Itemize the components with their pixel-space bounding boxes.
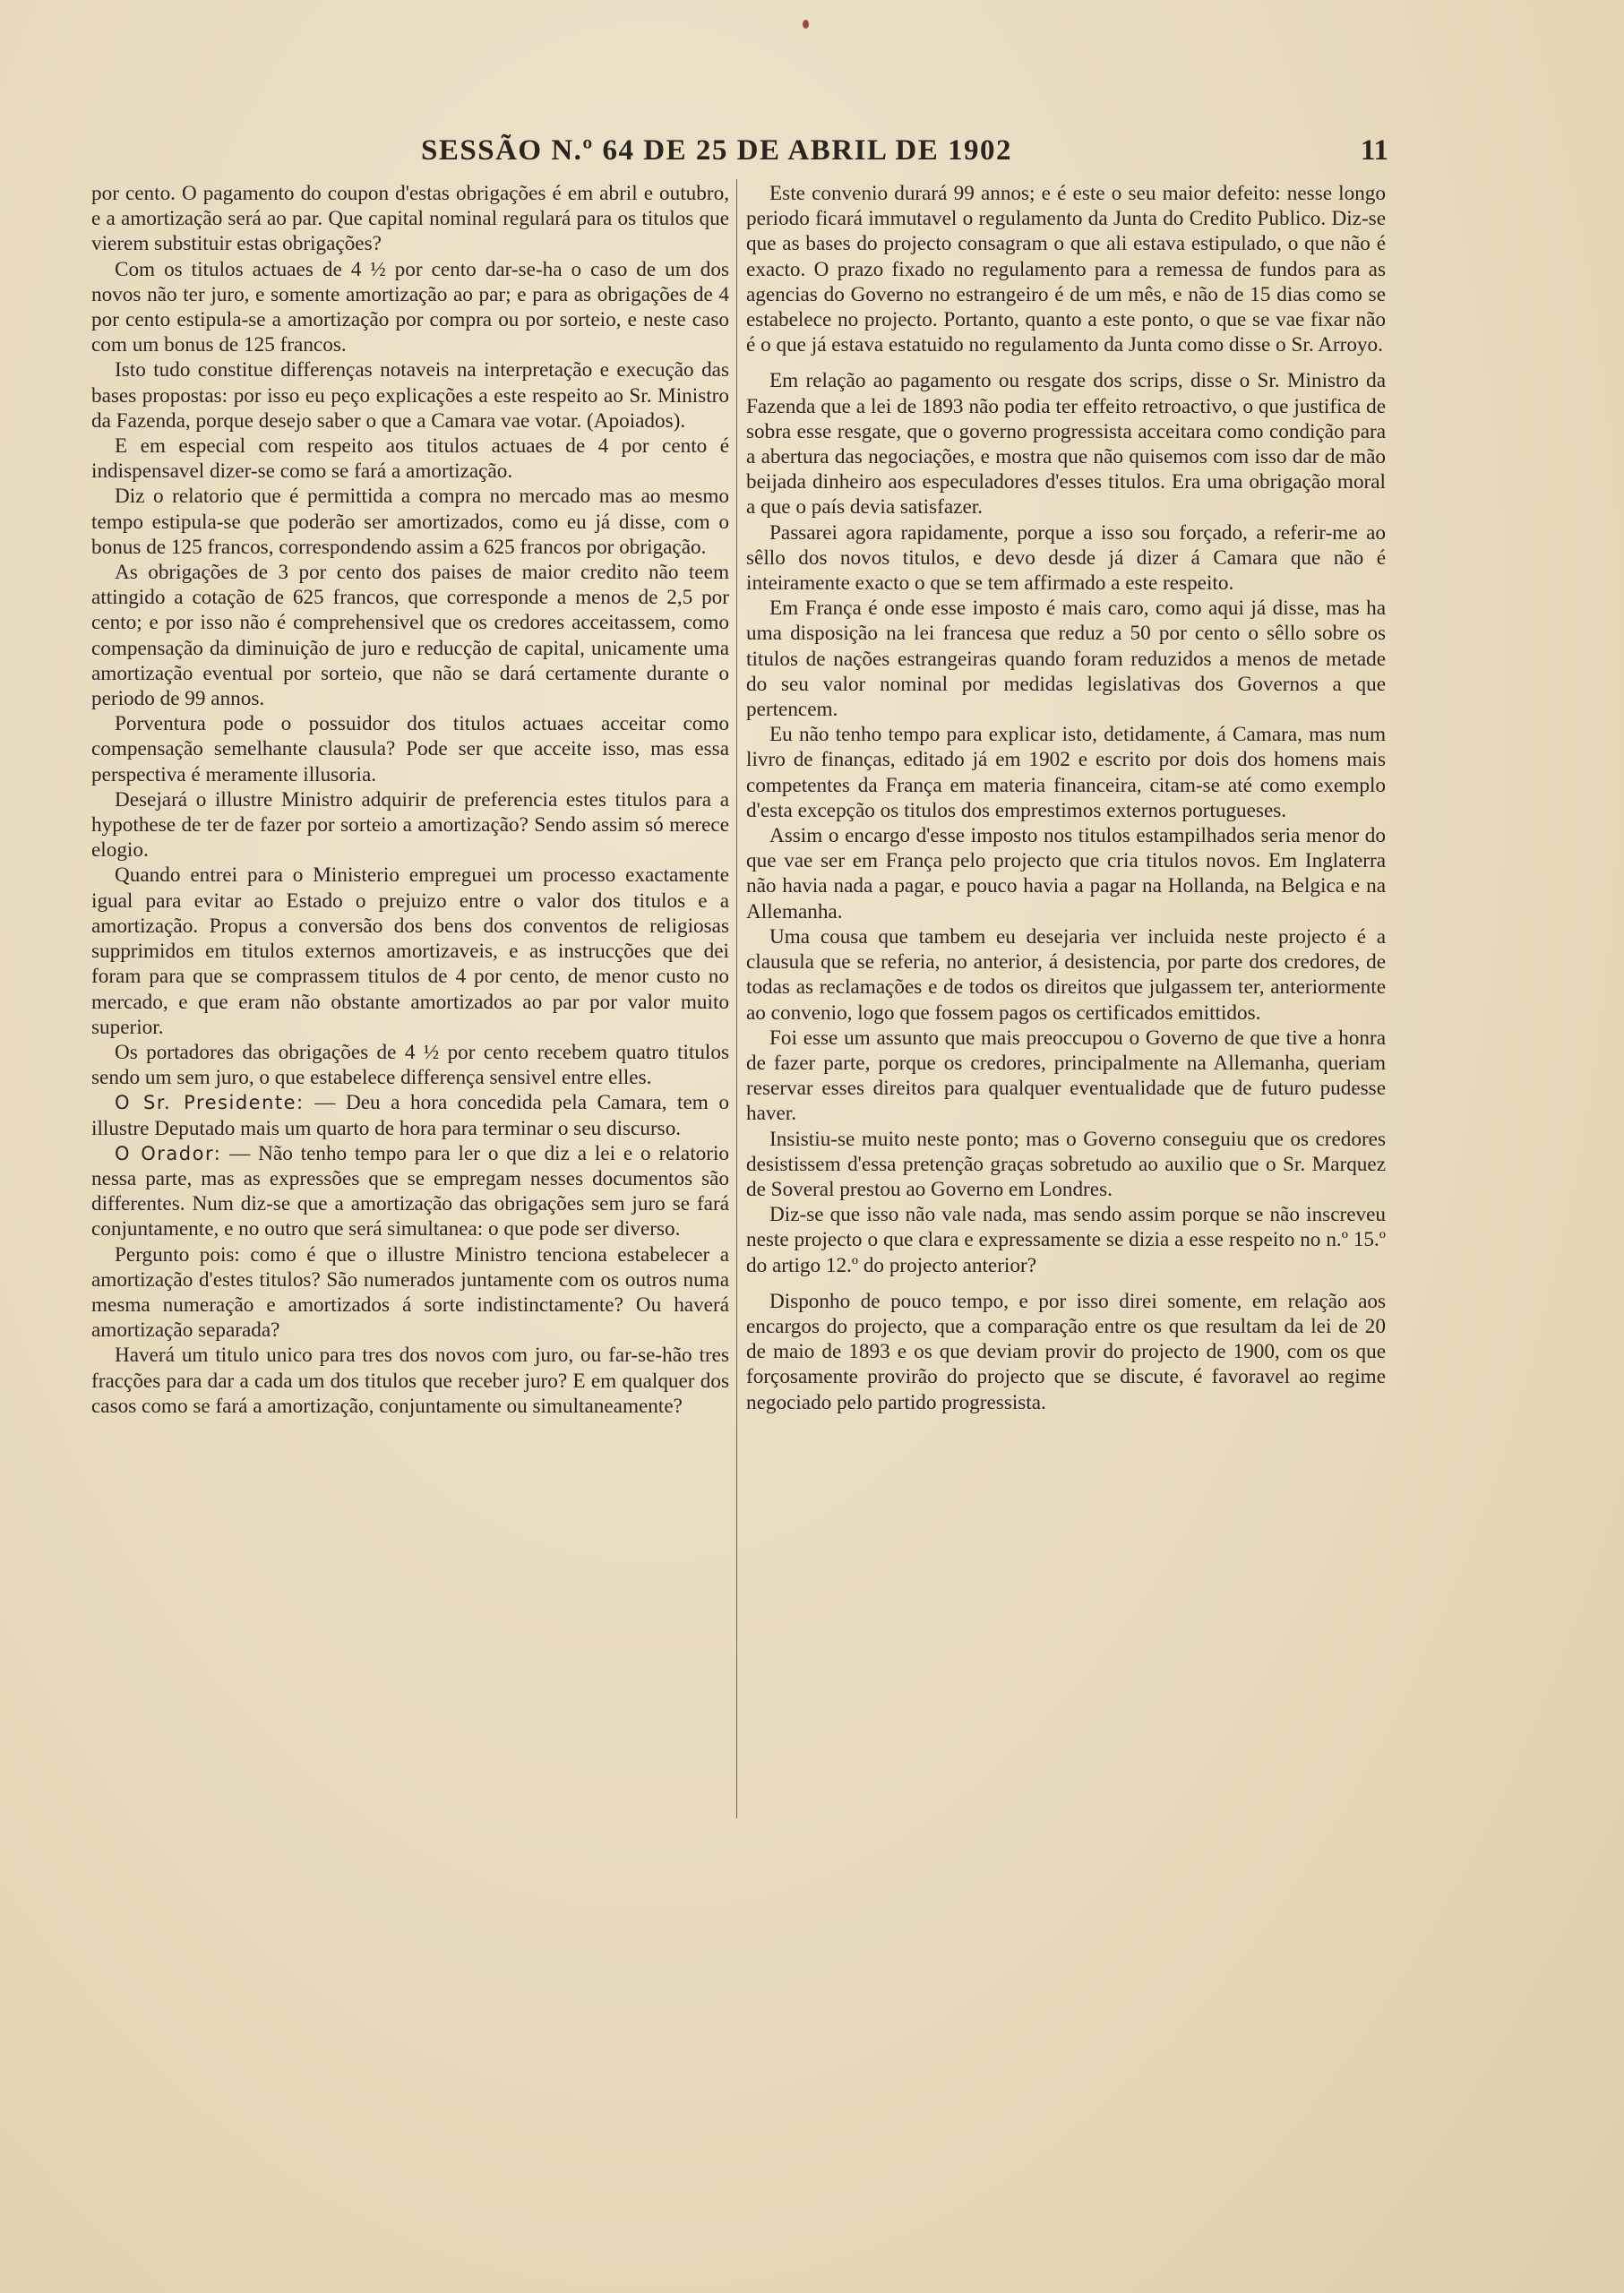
paragraph: As obrigações de 3 por cento dos paises de maior credito não teem attingido a cotação de 625 francos, que corresponde a menos de 2,5 por cento; e por isso não é comprehensivel que os credores acceitassem, como compensação da diminuição de juro e reducção de capital, unicamente uma amortização eventual por sorteio, que não se dará certamente durante o periodo de 99 annos. <box>91 561 729 711</box>
left-column <box>91 181 729 1419</box>
paragraph: Pergunto pois: como é que o illustre Ministro tenciona estabelecer a amortização d'estes titulos? São numerados juntamente com os outros numa mesma numeração e amortizados á sorte indistinctamente? Ou haverá amortização separada? <box>91 1242 729 1343</box>
right-column <box>746 181 1386 1415</box>
paragraph: Disponho de pouco tempo, e por isso direi somente, em relação aos encargos do projecto, que a comparação entre os que resultam da lei de 20 de maio de 1893 e os que deviam provir do projecto de 1900, com os que forçosamente provirão do projecto que se discute, é favoravel ao regime negociado pelo partido progressista. <box>746 1289 1386 1414</box>
speaker-label: O Orador: <box>115 1142 222 1164</box>
paragraph <box>91 1090 729 1140</box>
ink-spot <box>803 20 809 29</box>
paragraph: Porventura pode o possuidor dos titulos actuaes acceitar como compensação semelhante clausula? Pode ser que acceite isso, mas essa perspectiva é meramente illusoria. <box>91 712 729 786</box>
paragraph: Eu não tenho tempo para explicar isto, detidamente, á Camara, mas num livro de finanças, editado já em 1902 e escrito por dois dos homens mais competentes da França em materia financeira, citam-se até como exemplo d'esta excepção os titulos dos emprestimos externos portugueses. <box>746 723 1386 822</box>
paragraph: Insistiu-se muito neste ponto; mas o Governo conseguiu que os credores desistissem d'essa pretenção graças sobretudo ao auxilio que o Sr. Marquez de Soveral prestou ao Governo em Londres. <box>746 1127 1386 1201</box>
paragraph: Passarei agora rapidamente, porque a isso sou forçado, a referir-me ao sêllo dos novos titulos, e devo desde já dizer á Camara que não é inteiramente exacto o que se tem affirmado a este respeito. <box>746 520 1386 596</box>
paragraph: Quando entrei para o Ministerio empreguei um processo exactamente igual para evitar ao Estado o prejuizo entre o valor dos titulos e a amortização. Propus a conversão dos bens dos conventos de religiosas supprimidos em titulos externos amortizaveis, e as instrucções que dei foram para que se comprassem titulos de 4 por cento, de menor custo no mercado, e que eram não obstante amortizados ao par por valor muito superior. <box>91 863 729 1039</box>
paragraph: Uma cousa que tambem eu desejaria ver incluida neste projecto é a clausula que se referia, no anterior, á desistencia, por parte dos credores, de todas as reclamações e de todos os direitos que julgassem ter, anteriormente ao convenio, logo que fossem pagos os certificados emittidos. <box>746 924 1386 1025</box>
paragraph: Com os titulos actuaes de 4 ½ por cento dar-se-ha o caso de um dos novos não ter juro, e somente amortização ao par; e para as obrigações de 4 por cento estipula-se a amortização por compra ou por sorteio, e neste caso com um bonus de 125 francos. <box>91 257 729 357</box>
paragraph: Diz-se que isso não vale nada, mas sendo assim porque se não inscreveu neste projecto o que clara e expressamente se dizia a esse respeito no n.º 15.º do artigo 12.º do projecto anterior? <box>746 1203 1386 1277</box>
paragraph: Este convenio durará 99 annos; e é este o seu maior defeito: nesse longo periodo ficará immutavel o regulamento da Junta do Credito Publico. Diz-se que as bases do projecto consagram o que ali estava estipulado, o que não é exacto. O prazo fixado no regulamento para a remessa de fundos para as agencias do Governo no estrangeiro é de um mês, e não de 15 dias como se estabelece no projecto. Portanto, quanto a este ponto, o que se vae fixar não é o que já estava estatuido no regulamento da Junta como disse o Sr. Arroyo. <box>746 182 1386 357</box>
column-divider <box>736 179 737 1818</box>
speaker-label: O Sr. Presidente: <box>115 1092 305 1114</box>
paragraph: Isto tudo constitue differenças notaveis na interpretação e execução das bases propostas: por isso eu peço explicações a este respeito ao Sr. Ministro da Fazenda, porque desejo saber o que a Camara vae votar. (Apoiados). <box>91 358 729 433</box>
paragraph: Em relação ao pagamento ou resgate dos scrips, disse o Sr. Ministro da Fazenda que a lei de 1893 não podia ter effeito retroactivo, o que justifica de sobra esse resgate, que o governo progressista acceitara como condição para a abertura das negociações, e mostra que não quisemos com isso dar de mão beijada dinheiro aos especuladores d'esses titulos. Era uma obrigação moral a que o país devia satisfazer. <box>746 369 1386 520</box>
paragraph: Os portadores das obrigações de 4 ½ por cento recebem quatro titulos sendo um sem juro, o que estabelece differença sensivel entre elles. <box>91 1040 729 1090</box>
page-number: 11 <box>1360 134 1388 167</box>
paragraph: Assim o encargo d'esse imposto nos titulos estampilhados seria menor do que vae ser em França pelo projecto que cria titulos novos. Em Inglaterra não havia nada a pagar, e pouco havia a pagar na Hollanda, na Belgica e na Allemanha. <box>746 824 1386 923</box>
paragraph <box>91 1141 729 1242</box>
page-header <box>421 134 1388 170</box>
speech-text: — Deu a hora concedida pela Camara, tem o illustre Deputado mais um quarto de hora para terminar o seu discurso. <box>91 1091 729 1140</box>
paragraph: Foi esse um assunto que mais preoccupou o Governo de que tive a honra de fazer parte, porque os credores, principalmente na Allemanha, queriam reservar esses direitos para qualquer eventualidade que de futuro pudesse haver. <box>746 1026 1386 1126</box>
paragraph: E em especial com respeito aos titulos actuaes de 4 por cento é indispensavel dizer-se como se fará a amortização. <box>91 434 729 484</box>
paragraph: Haverá um titulo unico para tres dos novos com juro, ou far-se-hão tres fracções para dar a cada um dos titulos que receber juro? E em qualquer dos casos como se fará a amortização, conjuntamente ou simultaneamente? <box>91 1344 729 1418</box>
paragraph: Em França é onde esse imposto é mais caro, como aqui já disse, mas ha uma disposição na lei francesa que reduz a 50 por cento o sêllo sobre os titulos de nações estrangeiras quando foram reduzidos a menos de metade do seu valor nominal por medidas legislativas dos Governos a que pertencem. <box>746 597 1386 722</box>
paragraph: por cento. O pagamento do coupon d'estas obrigações é em abril e outubro, e a amortização será ao par. Que capital nominal regulará para os titulos que vierem substituir estas obrigações? <box>91 182 729 256</box>
paragraph: Diz o relatorio que é permittida a compra no mercado mas ao mesmo tempo estipula-se que poderão ser amortizados, como eu já disse, com o bonus de 125 francos, correspondendo assim a 625 francos por obrigação. <box>91 485 729 559</box>
session-title: SESSÃO N.º 64 DE 25 DE ABRIL DE 1902 <box>421 134 1012 167</box>
speech-text: — Não tenho tempo para ler o que diz a lei e o relatorio nessa parte, mas as expressões que se empregam nesses documentos são differentes. Num diz-se que a amortização das obrigações sem juro se fará conjuntamente, e no outro que será simultanea: o que pode ser diverso. <box>91 1141 729 1241</box>
paragraph: Desejará o illustre Ministro adquirir de preferencia estes titulos para a hypothese de ter de fazer por sorteio a amortização? Sendo assim só merece elogio. <box>91 787 729 863</box>
